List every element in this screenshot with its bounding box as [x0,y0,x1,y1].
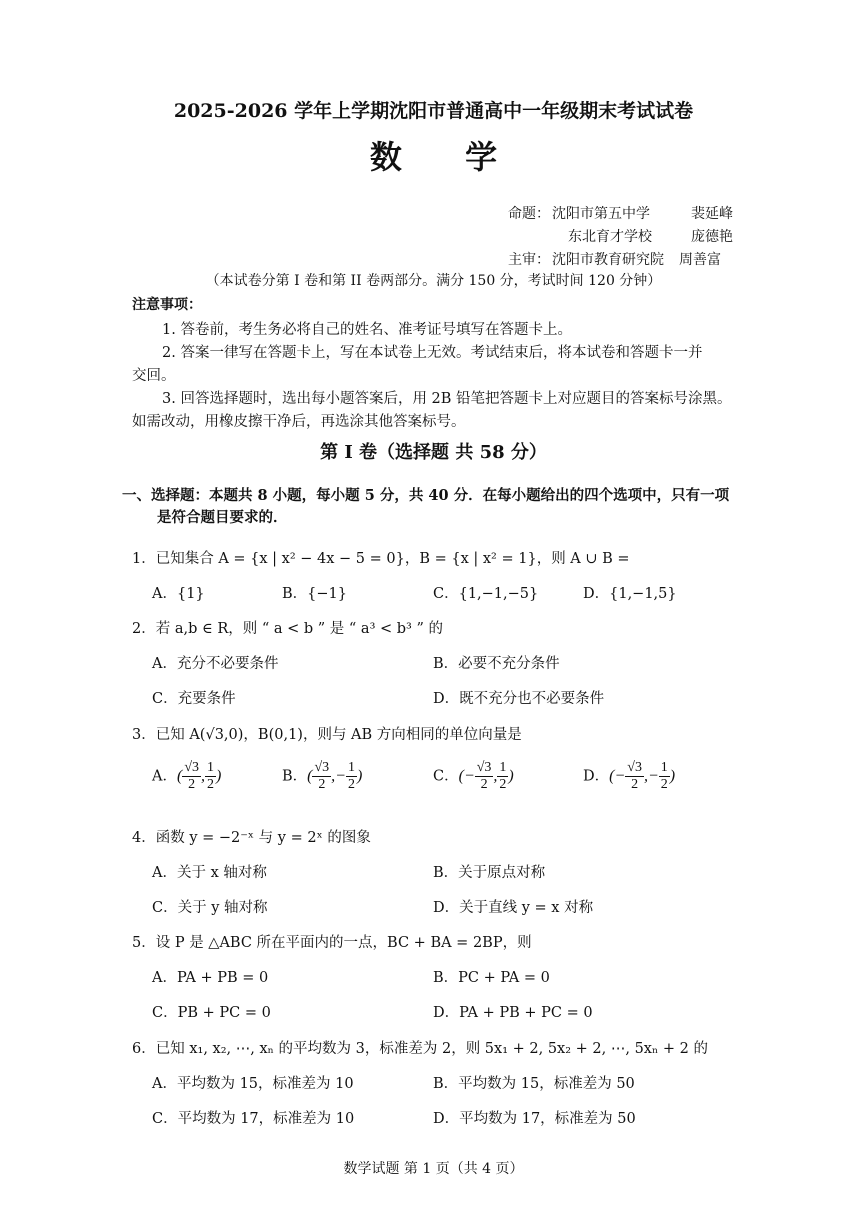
question-1-option-b: B．{−1} [282,586,347,602]
credit-person-3: 周善富 [679,252,721,268]
section-title: 第 I 卷（选择题 共 58 分） [320,442,547,463]
question-3-stem: 3．已知 A(√3,0)，B(0,1)，则与 AB 方向相同的单位向量是 [132,727,522,743]
question-6-option-c: C．平均数为 17，标准差为 10 [152,1111,355,1127]
paren: ) [216,767,222,785]
question-6-stem: 6．已知 x₁, x₂, ⋯, xₙ 的平均数为 3，标准差为 2，则 5x₁ + 2, 5x₂ + 2, ⋯, 5xₙ + 2 的 [132,1041,708,1057]
question-6-option-b: B．平均数为 15，标准差为 50 [433,1076,635,1092]
paren: (− [458,767,475,785]
separator: ,− [643,767,659,785]
question-3-option-a [152,760,221,793]
credit-role-3: 主审： [508,252,550,268]
part1-instruction-cont: 是符合题目要求的． [157,509,288,526]
numerator: √3 [184,760,199,775]
note-item-2-cont: 交回。 [132,368,176,384]
paren: ) [669,767,676,785]
question-4-option-b: B．关于原点对称 [433,865,546,881]
denominator: 2 [207,777,214,792]
denominator: 2 [499,777,507,792]
notes-heading: 注意事项： [132,297,202,313]
question-4-stem: 4．函数 y = −2⁻ˣ 与 y = 2ˣ 的图象 [132,830,371,846]
question-5-option-d: D．PA + PB + PC = 0 [433,1005,593,1021]
note-item-3-cont: 如需改动，用橡皮擦干净后，再选涂其他答案标号。 [132,414,466,430]
paren: (− [609,767,626,785]
denominator: 2 [188,777,196,792]
option-label: D． [583,768,610,785]
question-5-option-a: A．PA + PB = 0 [152,970,269,986]
denominator: 2 [347,777,355,792]
subject-title: 数 学 [369,138,524,176]
exam-info: （本试卷分第 I 卷和第 II 卷两部分。满分 150 分，考试时间 120 分钟） [205,273,662,289]
note-item-3: 3. 回答选择题时，选出每小题答案后，用 2B 铅笔把答题卡上对应题目的答案标号涂黑。 [162,391,732,407]
question-5-option-c: C．PB + PC = 0 [152,1005,271,1021]
note-item-1: 1. 答卷前，考生务必将自己的姓名、准考证号填写在答题卡上。 [162,322,572,338]
part1-instruction: 一、选择题：本题共 8 小题，每小题 5 分，共 40 分．在每小题给出的四个选项中，只有一项 [122,487,730,504]
paren: ( [307,767,313,785]
credit-person-1: 裴延峰 [691,206,733,222]
separator: , [201,767,205,785]
numerator: 1 [660,760,668,775]
credit-role-1: 命题： [508,206,550,222]
paren: ) [356,767,363,785]
question-1-stem: 1．已知集合 A = {x | x² − 4x − 5 = 0}，B = {x | x² = 1}，则 A ∪ B = [132,551,630,567]
credit-org-3: 沈阳市教育研究院 [552,252,664,268]
fraction [312,760,331,793]
question-1-option-d: D．{1,−1,5} [583,586,677,602]
denominator: 2 [480,777,488,792]
question-5-option-b: B．PC + PA = 0 [433,970,550,986]
exam-title: 2025-2026 学年上学期沈阳市普通高中一年级期末考试试卷 [173,100,694,122]
fraction [346,760,357,793]
separator: , [493,767,498,785]
separator: ,− [331,767,346,785]
denominator: 2 [660,777,668,792]
question-3-option-c [433,760,514,793]
option-label: B． [282,768,308,785]
fraction [497,760,508,793]
question-6-option-a: A．平均数为 15，标准差为 10 [152,1076,354,1092]
page-footer: 数学试题 第 1 页（共 4 页） [343,1161,524,1177]
credit-org-2: 东北育才学校 [568,229,652,245]
numerator: √3 [476,760,492,775]
denominator: 2 [318,777,326,792]
question-2-option-a: A．充分不必要条件 [152,656,279,672]
question-4-option-c: C．关于 y 轴对称 [152,900,268,916]
numerator: √3 [314,760,330,775]
option-label: C． [433,768,459,785]
question-6-option-d: D．平均数为 17，标准差为 50 [433,1111,636,1127]
denominator: 2 [631,777,639,792]
credit-org-1: 沈阳市第五中学 [552,206,650,222]
fraction [475,760,494,793]
fraction [625,760,644,793]
question-5-stem: 5．设 P 是 △ABC 所在平面内的一点，BC + BA = 2BP，则 [132,935,532,951]
numerator: 1 [499,760,507,775]
option-label: A． [152,768,177,785]
question-2-option-b: B．必要不充分条件 [433,656,560,672]
note-item-2: 2. 答案一律写在答题卡上，写在本试卷上无效。考试结束后，将本试卷和答题卡一并 [162,345,703,361]
credit-person-2: 庞德艳 [691,229,733,245]
question-3-option-d [583,760,675,793]
numerator: 1 [207,760,214,775]
numerator: √3 [627,760,642,775]
question-2-option-c: C．充要条件 [152,691,236,707]
fraction [182,760,201,793]
question-3-option-b [282,760,362,793]
question-4-option-d: D．关于直线 y = x 对称 [433,900,594,916]
question-2-option-d: D．既不充分也不必要条件 [433,691,605,707]
fraction [659,760,670,793]
fraction [205,760,216,793]
question-1-option-a: A．{1} [152,586,205,602]
paren: ( [176,767,183,785]
question-2-stem: 2．若 a,b ∈ R，则 “ a < b ” 是 “ a³ < b³ ” 的 [132,621,443,637]
question-1-option-c: C．{1,−1,−5} [433,586,539,602]
paren: ) [508,767,514,785]
question-4-option-a: A．关于 x 轴对称 [152,865,267,881]
numerator: 1 [347,760,355,775]
